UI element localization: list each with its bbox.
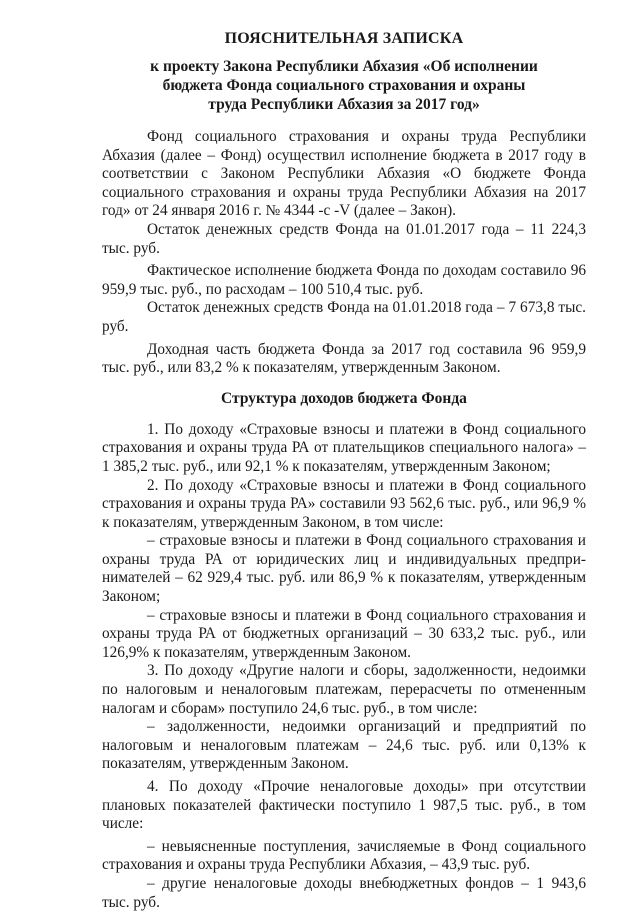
subtitle-line: бюджета Фонда социального страхования и охраны bbox=[162, 77, 526, 94]
intro-paragraph: Фонд социального страхования и охраны труда Республики Абхазия (далее – Фонд) осуществил исполнение бюджета в 2017 году в соответствии с Законом Республики Абхазия «О бюджете Фонда социального страхования и охраны труда Республики Абхазия на 2017 год» от 24 января 2016 г. № 4344 -с -V (далее – Закон). bbox=[102, 128, 586, 220]
document-page bbox=[102, 30, 586, 912]
revenue-subitem: – страховые взносы и платежи в Фонд социального страхования и охраны труда РА от бюджетных организаций – 30 633,2 тыс. руб., или 126,9% к показателям, утвержденным Законом. bbox=[102, 606, 586, 661]
revenue-item-4: 4. По доходу «Прочие неналоговые доходы» при отсутствии плановых показателей фактически поступило 1 987,5 тыс. руб., в том числе: bbox=[102, 778, 586, 833]
revenue-subitem: – невыясненные поступления, зачисляемые в Фонд социального страхования и охраны труда Республики Абхазия, – 43,9 тыс. руб. bbox=[102, 837, 586, 874]
revenue-summary-paragraph: Доходная часть бюджета Фонда за 2017 год составила 96 959,9 тыс. руб., или 83,2 % к показателям, утвержденным Законом. bbox=[102, 340, 586, 377]
revenue-subitem: – страховые взносы и платежи в Фонд социального страхования и охраны труда РА от юридических лиц и индивидуальных предпринимателей – 62 929,4 тыс. руб. или 86,9 % к показателям, утвержденным Законом; bbox=[102, 532, 586, 606]
revenue-item-2: 2. По доходу «Страховые взносы и платежи в Фонд социального страхования и охраны труда РА» составили 93 562,6 тыс. руб., или 96,9 % к показателям, утвержденным Законом, в том числе: bbox=[102, 476, 586, 531]
document-title: ПОЯСНИТЕЛЬНАЯ ЗАПИСКА bbox=[224, 30, 464, 47]
revenue-item-1: 1. По доходу «Страховые взносы и платежи в Фонд социального страхования и охраны труда РА от плательщиков специального налога» – 1 385,2 тыс. руб., или 92,1 % к показателям, утвержденным Законом; bbox=[102, 420, 586, 475]
document-subtitle bbox=[102, 57, 586, 114]
section-heading: Структура доходов бюджета Фонда bbox=[221, 389, 467, 407]
actual-execution-paragraph: Фактическое исполнение бюджета Фонда по доходам составило 96 959,9 тыс. руб., по расходам – 100 510,4 тыс. руб. bbox=[102, 262, 586, 298]
revenue-item-3: 3. По доходу «Другие налоги и сборы, задолженности, недоимки по налоговым и неналоговым платежам, перерасчеты по отмененным налогам и сборам» поступило 24,6 тыс. руб., в том числе: bbox=[102, 662, 586, 717]
revenue-subitem: – задолженности, недоимки организаций и предприятий по налоговым и неналоговым платежам – 24,6 тыс. руб. или 0,13% к показателям, утвержденным Законом. bbox=[102, 718, 586, 773]
closing-balance-paragraph: Остаток денежных средств Фонда на 01.01.2018 года – 7 673,8 тыс. руб. bbox=[102, 299, 586, 335]
opening-balance-paragraph: Остаток денежных средств Фонда на 01.01.2017 года – 11 224,3 тыс. руб. bbox=[102, 220, 586, 257]
subtitle-line: к проекту Закона Республики Абхазия «Об исполнении bbox=[150, 58, 538, 75]
subtitle-line: труда Республики Абхазия за 2017 год» bbox=[208, 96, 480, 113]
revenue-subitem: – другие неналоговые доходы внебюджетных фондов – 1 943,6 тыс. руб. bbox=[102, 874, 586, 911]
